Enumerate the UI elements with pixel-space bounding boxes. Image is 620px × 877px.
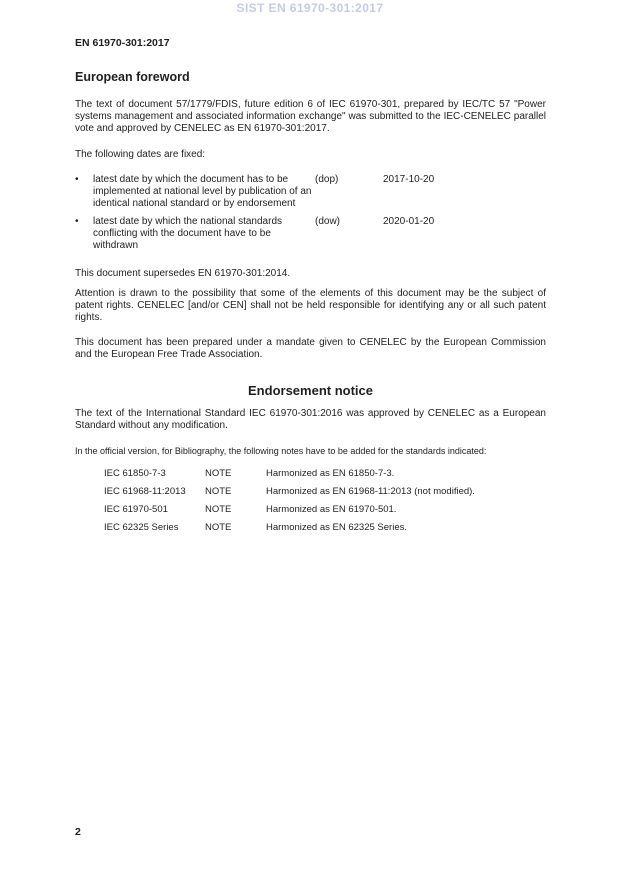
bibliography-note-intro: In the official version, for Bibliography, the following notes have to be added for the standards indicated: <box>75 445 487 456</box>
date-item-value: 2017-10-20 <box>383 174 435 186</box>
harmonized-text: Harmonized as EN 61968-11:2013 (not modified). <box>266 485 475 497</box>
page-number: 2 <box>75 826 81 838</box>
standard-reference: IEC 61850-7-3 <box>104 467 166 479</box>
document-reference: EN 61970-301:2017 <box>75 37 170 49</box>
harmonized-text: Harmonized as EN 62325 Series. <box>266 521 407 533</box>
table-row <box>104 504 546 515</box>
list-item-dop <box>75 174 546 210</box>
dates-intro: The following dates are fixed: <box>75 149 206 161</box>
list-item-dow <box>75 216 546 252</box>
table-row <box>104 522 546 533</box>
watermark-header: SIST EN 61970-301:2017 <box>236 1 384 15</box>
harmonized-text: Harmonized as EN 61970-501. <box>266 503 397 515</box>
note-label: NOTE <box>205 521 232 533</box>
endorsement-approval-paragraph: The text of the International Standard IEC 61970-301:2016 was approved by CENELEC as a European Standard without any modification. <box>75 407 546 431</box>
note-label: NOTE <box>205 503 232 515</box>
foreword-paragraph-submission: The text of document 57/1779/FDIS, future edition 6 of IEC 61970-301, prepared by IEC/TC 57 "Power systems management and associated information exchange" was submitted to the IEC-CENELEC parallel vote and approved by CENELEC as EN 61970-301:2017. <box>75 99 546 134</box>
note-label: NOTE <box>205 485 232 497</box>
date-item-text: latest date by which the national standards conflicting with the document have to be withdrawn <box>93 216 283 252</box>
supersedes-paragraph: This document supersedes EN 61970-301:2014. <box>75 268 291 280</box>
fixed-dates-list <box>75 174 546 252</box>
mandate-paragraph: This document has been prepared under a mandate given to CENELEC by the European Commission and the European Free Trade Association. <box>75 337 546 361</box>
date-item-text: latest date by which the document has to be implemented at national level by publication of an identical national standard or by endorsement <box>93 174 312 210</box>
harmonized-notes-table <box>75 468 546 533</box>
date-item-code: (dow) <box>315 216 341 228</box>
standard-reference: IEC 61968-11:2013 <box>104 485 186 497</box>
endorsement-heading: Endorsement notice <box>248 382 373 398</box>
note-label: NOTE <box>205 467 232 479</box>
date-item-value: 2020-01-20 <box>383 216 435 228</box>
standard-reference: IEC 62325 Series <box>104 521 179 533</box>
page-content <box>75 37 546 533</box>
patent-rights-paragraph: Attention is drawn to the possibility that some of the elements of this document may be the subject of patent rights. CENELEC [and/or CEN] shall not be held responsible for identifying any or all such patent rights. <box>75 287 546 323</box>
bullet-icon <box>75 216 93 228</box>
harmonized-text: Harmonized as EN 61850-7-3. <box>266 467 395 479</box>
table-row <box>104 468 546 479</box>
standard-reference: IEC 61970-501 <box>104 503 168 515</box>
date-item-code: (dop) <box>315 174 339 186</box>
table-row <box>104 486 546 497</box>
bullet-icon <box>75 174 93 186</box>
foreword-heading: European foreword <box>75 70 190 84</box>
